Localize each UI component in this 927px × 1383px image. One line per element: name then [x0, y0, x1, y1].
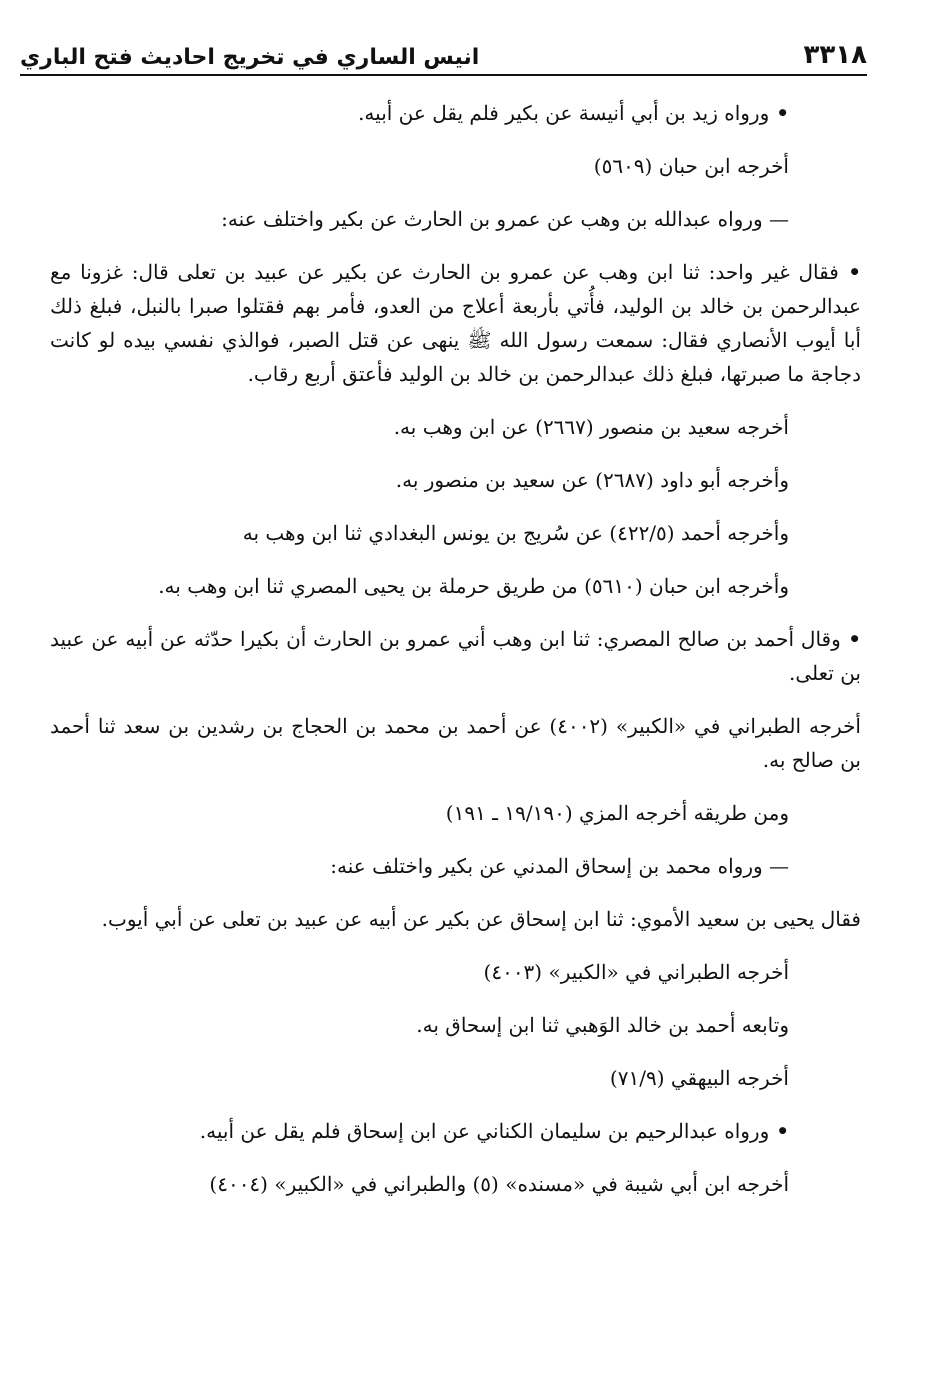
- running-title: انيس الساري في تخريج احاديث فتح الباري: [20, 45, 480, 70]
- paragraph: [50, 463, 861, 497]
- paragraph-text: أخرجه الطبراني في «الكبير» (٤٠٠٢) عن أحمد بن محمد بن الحجاج بن رشدين بن سعد ثنا أحمد بن صالح به.: [50, 714, 861, 772]
- paragraph-text: — ورواه محمد بن إسحاق المدني عن بكير واختلف عنه:: [330, 854, 789, 878]
- paragraph-text: • وقال أحمد بن صالح المصري: ثنا ابن وهب أني عمرو بن الحارث أن بكيرا حدّثه عن أبيه عن عبيد بن تعلى.: [50, 627, 861, 685]
- paragraph-text: وأخرجه أحمد (٤٢٢/٥) عن سُريج بن يونس البغدادي ثنا ابن وهب به: [242, 521, 789, 545]
- paragraph: [50, 1114, 861, 1148]
- paragraph-text: أخرجه سعيد بن منصور (٢٦٦٧) عن ابن وهب به.: [393, 415, 789, 439]
- paragraph-text: وتابعه أحمد بن خالد الوَهبي ثنا ابن إسحاق به.: [416, 1013, 789, 1037]
- paragraph-text: أخرجه ابن حبان (٥٦٠٩): [593, 154, 789, 178]
- paragraph-text: • ورواه عبدالرحيم بن سليمان الكناني عن ابن إسحاق فلم يقل عن أبيه.: [200, 1119, 789, 1143]
- paragraph: [50, 96, 861, 130]
- paragraph-text: • فقال غير واحد: ثنا ابن وهب عن عمرو بن الحارث عن بكير عن عبيد بن تعلى قال: غزونا مع عبدالرحمن بن خالد بن الوليد، فأُتي بأربعة أعلاج من العدو، فأمر بهم فقتلوا صبرا بالنبل، فبلغ ذلك أبا أيوب الأنصاري فقال: سمعت رسول الله ﷺ ينهى عن قتل الصبر، فوالذي نفسي بيده لو كانت دجاجة ما صبرتها، فبلغ ذلك عبدالرحمن بن خالد بن الوليد فأعتق أربع رقاب.: [50, 260, 861, 386]
- paragraph: [50, 1061, 861, 1095]
- paragraph-text: أخرجه الطبراني في «الكبير» (٤٠٠٣): [483, 960, 789, 984]
- page-number: ٣٣١٨: [803, 40, 867, 70]
- paragraph: [50, 202, 861, 236]
- page-header: [20, 30, 867, 76]
- paragraph-text: ومن طريقه أخرجه المزي (١٩/١٩٠ ـ ١٩١): [445, 801, 789, 825]
- paragraph: [50, 902, 861, 936]
- paragraph-text: أخرجه البيهقي (٧١/٩): [609, 1066, 789, 1090]
- paragraph-text: وأخرجه ابن حبان (٥٦١٠) من طريق حرملة بن يحيى المصري ثنا ابن وهب به.: [158, 574, 789, 598]
- paragraph: [50, 516, 861, 550]
- paragraph: [50, 622, 861, 690]
- paragraph: [50, 955, 861, 989]
- paragraph: [50, 1167, 861, 1201]
- paragraph: [50, 569, 861, 603]
- paragraph-text: أخرجه ابن أبي شيبة في «مسنده» (٥) والطبراني في «الكبير» (٤٠٠٤): [209, 1172, 789, 1196]
- page-body: [50, 96, 861, 1220]
- paragraph-text: — ورواه عبدالله بن وهب عن عمرو بن الحارث عن بكير واختلف عنه:: [221, 207, 789, 231]
- paragraph: [50, 849, 861, 883]
- paragraph: [50, 1008, 861, 1042]
- paragraph: [50, 410, 861, 444]
- paragraph-text: وأخرجه أبو داود (٢٦٨٧) عن سعيد بن منصور به.: [395, 468, 789, 492]
- paragraph: [50, 796, 861, 830]
- paragraph-text: فقال يحيى بن سعيد الأموي: ثنا ابن إسحاق عن بكير عن أبيه عن عبيد بن تعلى عن أبي أيوب.: [101, 907, 861, 931]
- paragraph: [50, 149, 861, 183]
- paragraph-text: • ورواه زيد بن أبي أنيسة عن بكير فلم يقل عن أبيه.: [358, 101, 789, 125]
- paragraph: [50, 255, 861, 391]
- paragraph: [50, 709, 861, 777]
